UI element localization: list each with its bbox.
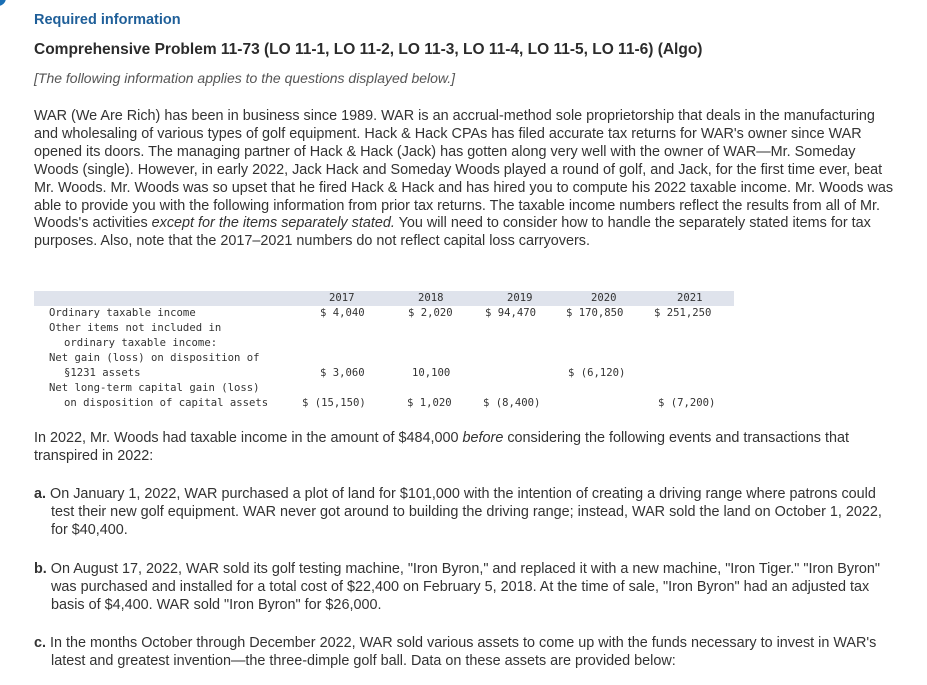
item-label: a. <box>34 486 47 502</box>
other-items-label-cont: ordinary taxable income: <box>64 337 218 349</box>
table-header-bar <box>34 291 734 306</box>
year-header: 2018 <box>418 292 444 304</box>
list-item <box>34 635 896 671</box>
taxable-text-end: considering the following events and transactions that transpired in 2022: <box>34 430 849 464</box>
intro-text: WAR (We Are Rich) has been in business since 1989. WAR is an accrual-method sole proprietorship that deals in the manufacturing and wholesaling of various types of golf equipment. Hack & Hack CPAs has filed accurate tax returns for WAR's owner since WAR opened its doors. The managing partner of Hack & Hack (Jack) has gotten along very well with the owner of WAR—Mr. Someday Woods (single). However, in early 2022, Jack Hack and Someday Woods played a round of golf, and Jack, for the first time ever, beat Mr. Woods. Mr. Woods was so upset that he fired Hack & Hack and has hired you to compute his 2022 taxable income. Mr. Woods was able to provide you with the following information from prior tax returns. The taxable income numbers reflect the results from all of Mr. Woods's activities <box>34 108 894 232</box>
item-label: b. <box>34 561 47 577</box>
table-cell: $ 94,470 <box>485 307 537 319</box>
prior-years-table <box>34 290 734 415</box>
ordinary-income-label: Ordinary taxable income <box>49 307 196 319</box>
intro-text-end: You will need to consider how to handle the separately stated items for tax purposes. Also, note that the 2017–2021 numbers do not reflect capital loss carryovers. <box>34 215 871 250</box>
ltcg-label: Net long-term capital gain (loss) <box>49 382 260 394</box>
table-cell: $ 2,020 <box>408 307 453 319</box>
item-text: On August 17, 2022, WAR sold its golf testing machine, "Iron Byron," and replaced it with a new machine, "Iron Tiger." "Iron Byron" was purchased and installed for a total cost of $22,400 on February 5, 2018. At the time of sale, "Iron Byron" had an adjusted tax basis of $4,400. WAR sold "Iron Byron" for $26,000. <box>50 561 881 613</box>
other-items-label: Other items not included in <box>49 322 222 334</box>
problem-title: Comprehensive Problem 11-73 (LO 11-1, LO 11-2, LO 11-3, LO 11-4, LO 11-5, LO 11-6) (Algo) <box>34 41 703 58</box>
item-text: In the months October through December 2022, WAR sold various assets to come up with the funds necessary to invest in WAR's latest and greatest invention—the three-dimple golf ball. Data on these assets are provided below: <box>50 635 877 669</box>
table-cell: $ (15,150) <box>302 397 366 409</box>
table-cell: $ 4,040 <box>320 307 365 319</box>
table-cell: $ (6,120) <box>568 367 626 379</box>
list-item <box>34 561 896 615</box>
taxable-text: In 2022, Mr. Woods had taxable income in the amount of $484,000 <box>34 430 463 446</box>
taxable-italic-text: before <box>462 430 504 446</box>
table-cell: $ 3,060 <box>320 367 365 379</box>
table-cell: $ (7,200) <box>658 397 716 409</box>
year-header: 2020 <box>591 292 617 304</box>
year-header: 2017 <box>329 292 355 304</box>
s1231-label: Net gain (loss) on disposition of <box>49 352 260 364</box>
list-item <box>34 486 896 540</box>
taxable-income-paragraph <box>34 430 894 466</box>
year-header: 2019 <box>507 292 533 304</box>
applies-note: [The following information applies to the questions displayed below.] <box>34 70 456 86</box>
table-cell: $ 170,850 <box>566 307 624 319</box>
table-cell: $ (8,400) <box>483 397 541 409</box>
item-text: On January 1, 2022, WAR purchased a plot of land for $101,000 with the intention of creating a driving range where patrons could test their new golf equipment. WAR never got around to building the driving range; instead, WAR sold the land on October 1, 2022, for $40,400. <box>50 486 882 538</box>
corner-badge <box>0 0 6 6</box>
required-information-heading: Required information <box>34 12 181 28</box>
ltcg-label-cont: on disposition of capital assets <box>64 397 269 409</box>
year-header: 2021 <box>677 292 703 304</box>
intro-italic-text: except for the items separately stated. <box>151 215 395 232</box>
table-cell: $ 251,250 <box>654 307 712 319</box>
table-cell: 10,100 <box>412 367 451 379</box>
item-label: c. <box>34 635 47 651</box>
intro-paragraph <box>34 108 894 251</box>
s1231-label-cont: §1231 assets <box>64 367 141 379</box>
table-cell: $ 1,020 <box>407 397 452 409</box>
